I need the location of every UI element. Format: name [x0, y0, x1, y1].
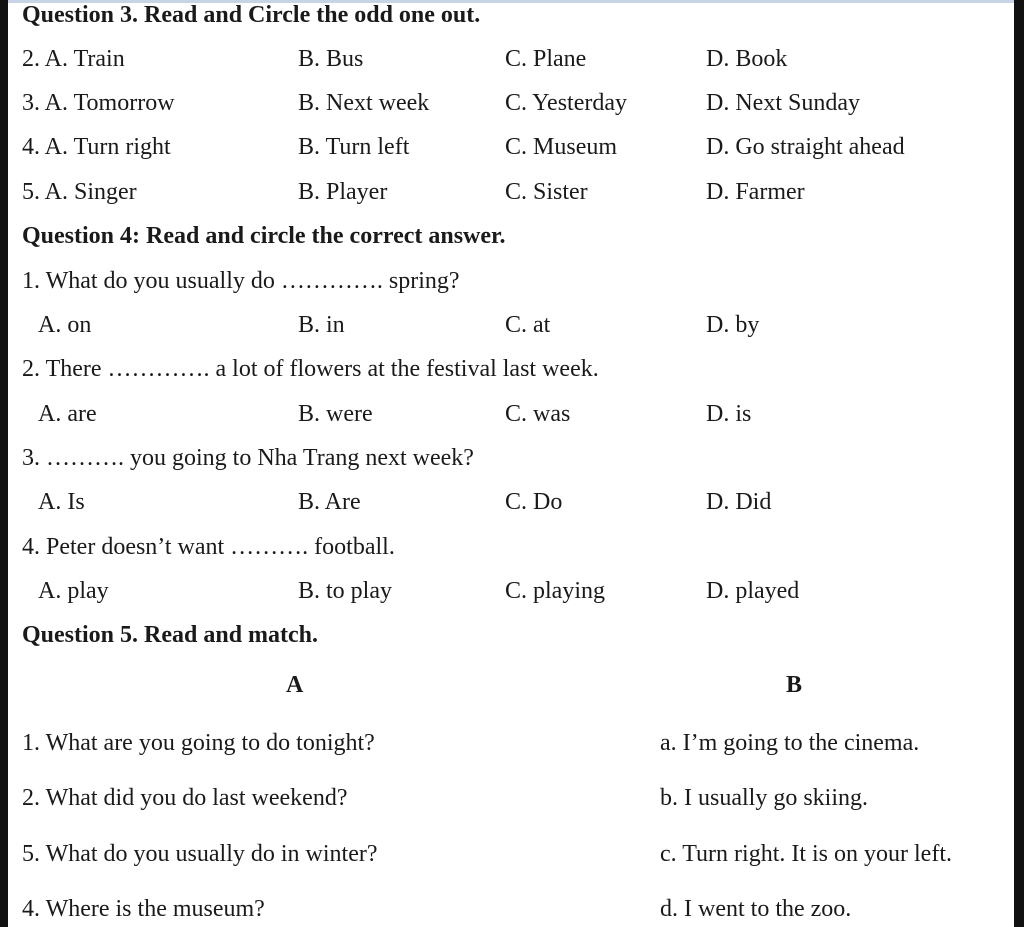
question-4-title-text: Question 4: Read and circle the correct answer. [22, 223, 506, 249]
match-row [8, 892, 1014, 926]
match-row [8, 837, 1014, 871]
left-border [0, 0, 8, 927]
q4-option-c[interactable]: C. at [505, 312, 551, 338]
q3-option-c[interactable]: C. Plane [505, 46, 587, 72]
question-5-title [8, 618, 1014, 652]
q3-option-a[interactable]: 4. A. Turn right [22, 134, 171, 160]
question-3-title [8, 0, 1014, 32]
q3-option-a[interactable]: 2. A. Train [22, 46, 125, 72]
q4-question-text: 1. What do you usually do …………. spring? [22, 268, 460, 294]
right-border [1014, 0, 1024, 927]
match-row [8, 726, 1014, 760]
question-5-title-text: Question 5. Read and match. [22, 622, 319, 648]
q4-question-text: 2. There …………. a lot of flowers at the festival last week. [22, 356, 599, 382]
q4-options [8, 397, 1014, 431]
match-answer[interactable]: d. I went to the zoo. [660, 896, 852, 922]
q4-option-d[interactable]: D. played [706, 578, 800, 604]
column-b-header: B [786, 672, 803, 698]
q3-option-d[interactable]: D. Next Sunday [706, 90, 860, 116]
q3-option-c[interactable]: C. Sister [505, 179, 588, 205]
q4-option-a[interactable]: A. Is [38, 489, 85, 515]
question-3-title-text: Question 3. Read and Circle the odd one out. [22, 2, 481, 28]
q4-question [8, 352, 1014, 386]
q4-question [8, 530, 1014, 564]
match-question[interactable]: 1. What are you going to do tonight? [22, 730, 375, 756]
q3-row [8, 42, 1014, 76]
q3-option-b[interactable]: B. Bus [298, 46, 364, 72]
q4-options [8, 308, 1014, 342]
q4-option-c[interactable]: C. was [505, 401, 571, 427]
q3-option-a[interactable]: 5. A. Singer [22, 179, 137, 205]
q4-question [8, 441, 1014, 475]
match-answer[interactable]: c. Turn right. It is on your left. [660, 841, 952, 867]
q3-row [8, 130, 1014, 164]
q4-option-c[interactable]: C. playing [505, 578, 605, 604]
match-question[interactable]: 5. What do you usually do in winter? [22, 841, 378, 867]
q4-option-a[interactable]: A. on [38, 312, 92, 338]
column-a-header: A [286, 672, 304, 698]
q4-option-b[interactable]: B. Are [298, 489, 361, 515]
q4-option-d[interactable]: D. Did [706, 489, 772, 515]
q4-options [8, 485, 1014, 519]
q3-option-d[interactable]: D. Go straight ahead [706, 134, 905, 160]
match-row [8, 781, 1014, 815]
q4-option-c[interactable]: C. Do [505, 489, 563, 515]
q4-option-d[interactable]: D. by [706, 312, 760, 338]
q4-question-text: 4. Peter doesn’t want ………. football. [22, 534, 395, 560]
q4-option-a[interactable]: A. are [38, 401, 97, 427]
match-answer[interactable]: b. I usually go skiing. [660, 785, 868, 811]
q4-option-b[interactable]: B. in [298, 312, 345, 338]
q4-question [8, 264, 1014, 298]
q3-option-b[interactable]: B. Player [298, 179, 388, 205]
question-4-title [8, 219, 1014, 253]
q3-option-c[interactable]: C. Museum [505, 134, 618, 160]
worksheet-page [8, 0, 1014, 927]
q3-option-c[interactable]: C. Yesterday [505, 90, 628, 116]
match-question[interactable]: 2. What did you do last weekend? [22, 785, 348, 811]
q4-option-b[interactable]: B. to play [298, 578, 392, 604]
q3-option-d[interactable]: D. Book [706, 46, 788, 72]
q4-option-a[interactable]: A. play [38, 578, 109, 604]
q3-option-a[interactable]: 3. A. Tomorrow [22, 90, 175, 116]
q3-option-d[interactable]: D. Farmer [706, 179, 805, 205]
q4-question-text: 3. ………. you going to Nha Trang next week? [22, 445, 474, 471]
q4-option-b[interactable]: B. were [298, 401, 373, 427]
q3-option-b[interactable]: B. Next week [298, 90, 430, 116]
q4-option-d[interactable]: D. is [706, 401, 752, 427]
match-answer[interactable]: a. I’m going to the cinema. [660, 730, 920, 756]
q3-row [8, 175, 1014, 209]
q4-options [8, 574, 1014, 608]
match-question[interactable]: 4. Where is the museum? [22, 896, 265, 922]
q3-option-b[interactable]: B. Turn left [298, 134, 410, 160]
q3-row [8, 86, 1014, 120]
